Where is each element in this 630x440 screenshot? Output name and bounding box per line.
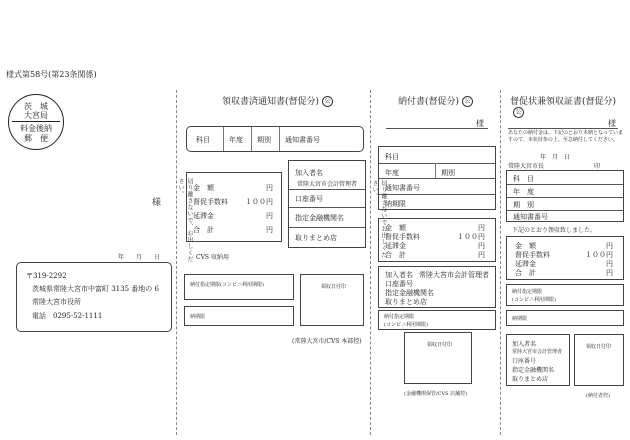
address-tel: 電話 0295-52-1111 [32, 312, 103, 320]
p3-kigen: 納期限 [385, 200, 406, 208]
p3-payee-bank: 指定金融機関名 [385, 289, 434, 297]
p3-gokei-unit: 円 [478, 251, 485, 259]
p4-date: 年 月 日 [540, 154, 571, 161]
p2-vertical-note: 切り離さないで、お出しください。 [177, 178, 193, 263]
p4-kibetsu: 期 別 [513, 201, 534, 209]
address-office: 常陸大宮市役所 [32, 298, 81, 306]
p2-kingaku-unit: 円 [266, 184, 273, 192]
p3-footer: (金融機関保管/CVS 店舗控) [404, 391, 468, 397]
p3-kibetsu: 期別 [441, 169, 455, 177]
p4-footer: (納付者控) [586, 393, 610, 399]
p3-barcode-box [378, 310, 496, 330]
left-sama: 様 [152, 198, 162, 208]
postal-stamp-line3: 料金後納 [20, 124, 52, 133]
p4-barcode-sub: (コンビニ利用期限) [512, 297, 556, 303]
p2-barcode-box [184, 274, 294, 300]
p4-kamoku: 科 目 [513, 175, 534, 183]
perforation-3 [500, 90, 501, 435]
p2-kigen-label: 納期限 [190, 314, 206, 320]
p2-nendo: 年度 [229, 136, 243, 144]
p4-payee-store: 取りまとめ店 [512, 376, 549, 383]
p3-kamoku: 科目 [385, 153, 399, 161]
address-box [16, 262, 172, 332]
p4-seal: 印 [594, 163, 601, 170]
p2-stamp-label: 領収日付印 [321, 284, 347, 290]
p3-tsuchi-no: 通知書番号 [385, 184, 420, 192]
p3-circle: 公 [462, 96, 473, 107]
p3-gokei: 合 計 [385, 251, 406, 259]
p2-gokei-unit: 円 [266, 226, 273, 234]
p4-mayor: 常陸大宮市長 [508, 163, 545, 170]
p4-kigen-label: 納期限 [512, 316, 528, 322]
p2-entaikin-unit: 円 [266, 212, 273, 220]
p3-payee-store: 取りまとめ店 [385, 298, 427, 306]
p3-payee-name-label: 加入者名 [385, 271, 413, 279]
p2-kigen-box [184, 306, 294, 326]
p4-gokei-unit: 円 [606, 269, 613, 277]
p3-vertical-note: 切り離さないでお出しください。 [371, 180, 387, 258]
p3-nendo: 年度 [385, 169, 399, 177]
p4-tesuryo-val: １００円 [585, 251, 613, 259]
postal-stamp [8, 94, 64, 150]
p3-fields-box [378, 146, 496, 210]
p2-entaikin: 延滞金 [193, 212, 214, 220]
p3-entaikin-unit: 円 [478, 242, 485, 250]
p4-payee-box [506, 334, 570, 386]
form-number: 様式第58号(第23条関係) [6, 70, 97, 79]
p3-tesuryo-val: １００円 [457, 233, 485, 241]
p3-tesuryo: 督促手数料 [385, 233, 420, 241]
p2-kingaku: 金 額 [193, 184, 214, 192]
p4-notice: あなたの納付金は、下記のとおり未納となっていますので、本状持参の上、至急納付してください。 [508, 130, 624, 143]
p2-tesuryo: 督促手数料 [193, 198, 228, 206]
p4-title [510, 94, 630, 118]
p2-payee-box [288, 160, 366, 248]
p2-payee-name-label: 加入者名 [295, 169, 323, 177]
address-line: 茨城県常陸大宮市中富町 3135 番地の 6 [32, 285, 159, 293]
p3-stamp-box [404, 332, 472, 384]
postal-stamp-line1: 茨 城 [24, 102, 48, 111]
p4-entaikin: 延滞金 [515, 260, 536, 268]
p2-payee-store: 取りまとめ店 [295, 234, 337, 242]
p2-stamp-box [300, 274, 364, 326]
postal-stamp-line2: 大宮局 [24, 111, 48, 120]
postal-stamp-line4: 郵 便 [24, 134, 48, 143]
p2-header-box [186, 126, 364, 152]
p4-nendo: 年 度 [513, 188, 534, 196]
p3-kingaku: 金 額 [385, 224, 406, 232]
p4-receipt-note: 下記のとおり領収致しました。 [512, 227, 597, 234]
p2-payee-bank: 指定金融機関名 [295, 214, 344, 222]
p3-stamp-label: 領収日付印 [427, 342, 453, 348]
p4-payee-account: 口座番号 [512, 358, 537, 365]
p4-title-text: 督促状兼領収証書(督促分) [510, 97, 617, 107]
perforation-2 [370, 90, 371, 435]
p3-kingaku-unit: 円 [478, 224, 485, 232]
p4-gokei: 合 計 [515, 269, 536, 277]
p4-payee-name: 常陸大宮市会計管理者 [512, 349, 563, 355]
p3-barcode-sub: (コンビニ利用期限) [384, 322, 428, 328]
p3-payee-name: 常陸大宮市会計管理者 [419, 271, 489, 279]
p4-payee-name-label: 加入者名 [512, 341, 537, 348]
p2-tsuchi-no: 通知書番号 [285, 136, 320, 144]
p4-barcode-label: 納付指定期限 [512, 289, 543, 295]
p4-circle: 公 [513, 107, 524, 118]
p2-title [222, 94, 333, 107]
p3-barcode-label: 納付指定期限 [384, 314, 415, 320]
p2-payee-name: 常陸大宮市会計管理者 [297, 181, 358, 188]
p2-barcode-label: 納付指定期限(コンビニ利用期限) [190, 282, 264, 288]
p2-footer: (常陸大宮市/CVS 本部控) [292, 338, 362, 345]
p2-circle: 公 [322, 96, 333, 107]
p4-amount-box [506, 236, 624, 280]
p2-tesuryo-val: １００円 [245, 198, 273, 206]
p3-sama: 様 [476, 119, 484, 128]
p4-entaikin-unit: 円 [606, 260, 613, 268]
p4-fields-box [506, 170, 624, 222]
p3-title-text: 納付書(督促分) [398, 97, 460, 107]
p3-payee-box [378, 266, 496, 308]
p3-title [398, 94, 473, 107]
p4-stamp-label: 領収日付印 [586, 344, 612, 350]
p2-gokei: 合 計 [193, 226, 214, 234]
p4-stamp-box [574, 334, 624, 386]
p2-amount-box [186, 172, 282, 242]
p2-kamoku: 科目 [196, 136, 210, 144]
p3-name-line [386, 128, 488, 129]
p2-cvs-label: CVS 収納用 [196, 254, 229, 261]
p4-name-line [508, 128, 618, 129]
p2-payee-account: 口座番号 [295, 195, 323, 203]
p4-tesuryo: 督促手数料 [515, 251, 550, 259]
p2-kibetsu: 期別 [257, 136, 271, 144]
p3-payee-account: 口座番号 [385, 280, 413, 288]
p2-title-text: 領収書済通知書(督促分) [222, 97, 320, 107]
p3-amount-box [378, 218, 496, 262]
p3-entaikin: 延滞金 [385, 242, 406, 250]
p4-kingaku: 金 額 [515, 242, 536, 250]
address-zip: 〒319-2292 [26, 272, 67, 280]
p4-barcode-box [506, 284, 624, 306]
p4-payee-bank: 指定金融機関名 [512, 367, 555, 374]
p4-sama: 様 [608, 119, 616, 128]
left-date: 年 月 日 [118, 254, 161, 261]
p4-kingaku-unit: 円 [606, 242, 613, 250]
p4-kigen-box [506, 310, 624, 326]
p4-tsuchi-no: 通知書番号 [513, 213, 548, 221]
